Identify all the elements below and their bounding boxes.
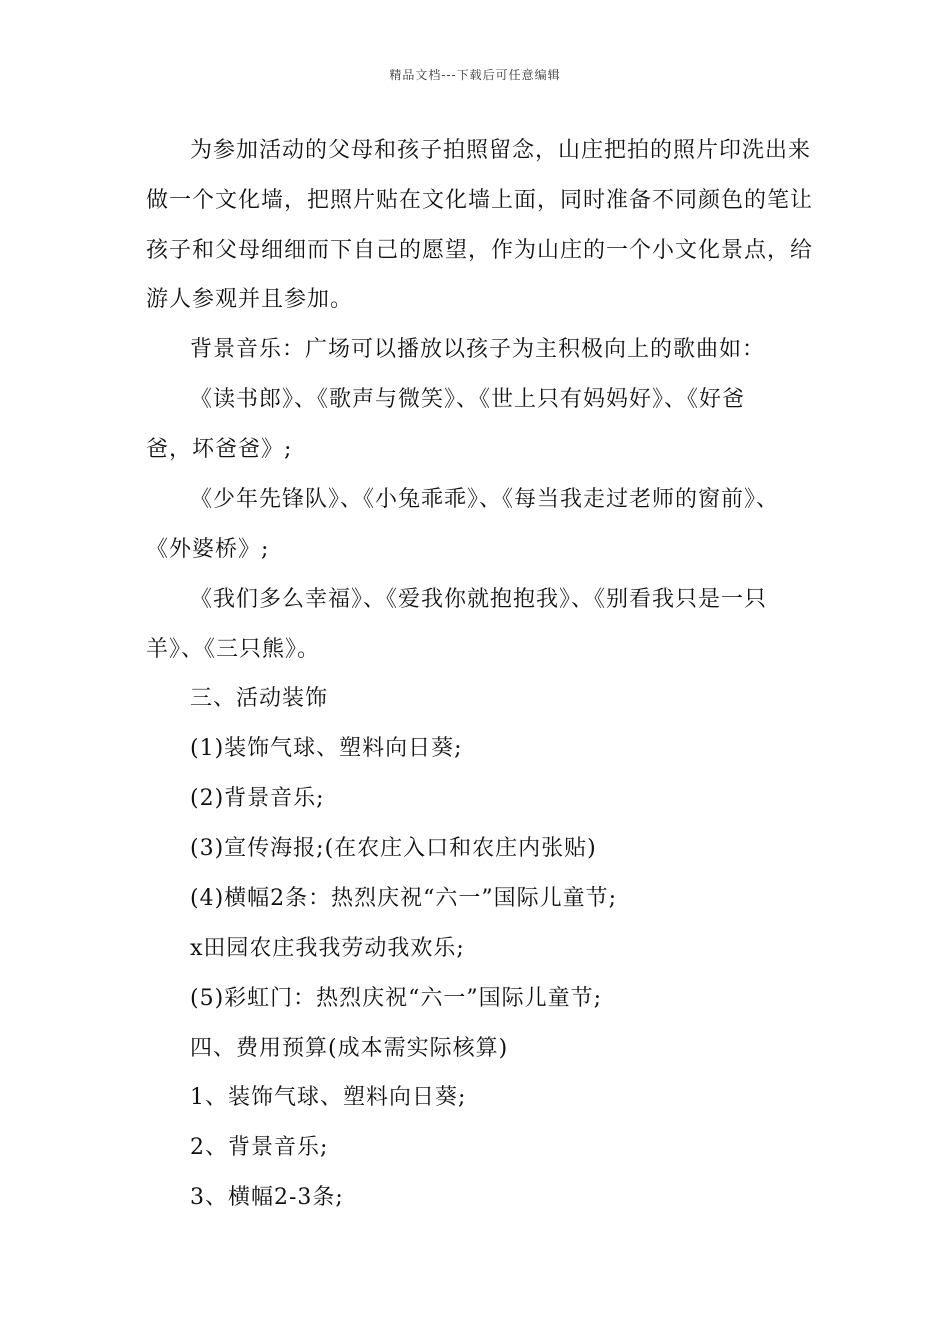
budget-item-1: 1、装饰气球、塑料向日葵; [190, 1085, 467, 1110]
song-list-1-line-2: 爸，坏爸爸》; [146, 437, 293, 462]
song-list-2-line-1: 《少年先锋队》、《小兔乖乖》、《每当我走过老师的窗前》、 [190, 487, 780, 512]
paragraph-photo-wall-line-1: 为参加活动的父母和孩子拍照留念，山庄把拍的照片印洗出来 [190, 138, 812, 163]
page-header: 精品文档---下载后可任意编辑 [389, 68, 561, 82]
section-heading-decoration: 三、活动装饰 [190, 686, 329, 711]
decoration-item-4: (4)横幅2条：热烈庆祝“六一”国际儿童节; [190, 886, 618, 911]
decoration-item-4-banner-2: x田园农庄我我劳动我欢乐; [190, 936, 465, 961]
decoration-item-2: (2)背景音乐; [190, 786, 325, 811]
song-list-1-line-1: 《读书郎》、《歌声与微笑》、《世上只有妈妈好》、《好爸 [190, 387, 746, 412]
song-list-2-line-2: 《外婆桥》; [146, 537, 270, 562]
song-list-3-line-1: 《我们多么幸福》、《爱我你就抱抱我》、《别看我只是一只 [190, 587, 768, 612]
section-heading-budget: 四、费用预算(成本需实际核算) [190, 1036, 509, 1061]
decoration-item-5: (5)彩虹门：热烈庆祝“六一”国际儿童节; [190, 986, 603, 1011]
song-list-3-line-2: 羊》、《三只熊》。 [146, 637, 321, 662]
budget-item-2: 2、背景音乐; [190, 1135, 329, 1160]
paragraph-photo-wall-line-3: 孩子和父母细细而下自己的愿望，作为山庄的一个小文化景点，给 [146, 238, 814, 263]
decoration-item-1: (1)装饰气球、塑料向日葵; [190, 736, 463, 761]
background-music-intro: 背景音乐：广场可以播放以孩子为主积极向上的歌曲如： [190, 337, 766, 362]
paragraph-photo-wall-line-4: 游人参观并且参加。 [146, 287, 354, 312]
decoration-item-3: (3)宣传海报;(在农庄入口和农庄内张贴) [190, 836, 597, 861]
budget-item-3: 3、横幅2-3条; [190, 1185, 344, 1210]
paragraph-photo-wall-line-2: 做一个文化墙，把照片贴在文化墙上面，同时准备不同颜色的笔让 [146, 188, 814, 213]
